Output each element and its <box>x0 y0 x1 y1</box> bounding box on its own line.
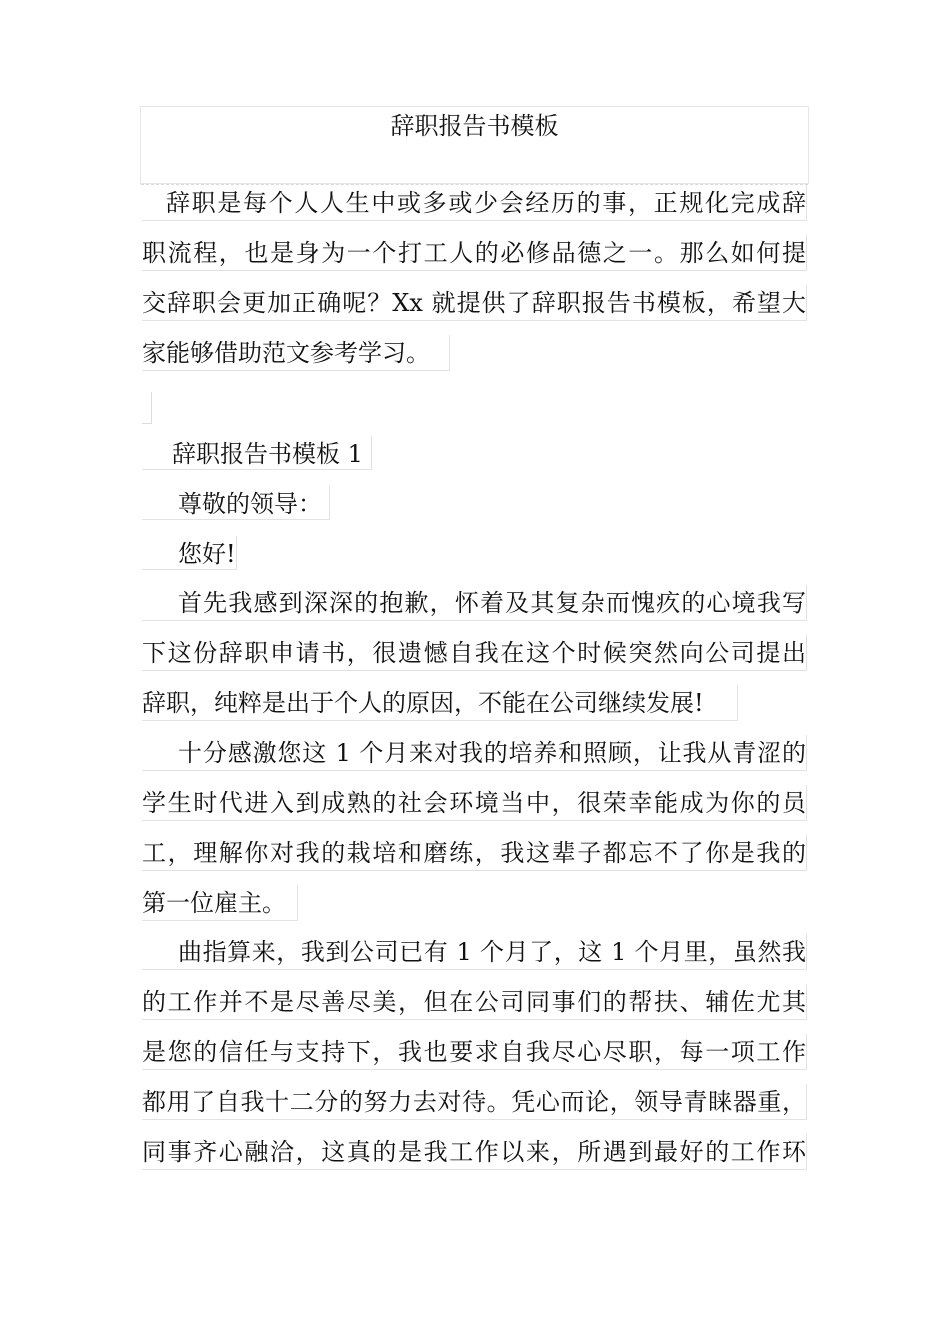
intro-line-3: 交辞职会更加正确呢？Xx 就提供了辞职报告书模板，希望大 <box>142 285 807 321</box>
salutation: 尊敬的领导： <box>142 486 330 520</box>
paragraph2-line-4: 第一位雇主。 <box>142 885 298 921</box>
intro-line-4: 家能够借助范文参考学习。 <box>142 335 450 371</box>
paragraph1-line-2: 下这份辞职申请书，很遗憾自我在这个时候突然向公司提出 <box>142 635 807 671</box>
paragraph3-line-5: 同事齐心融洽，这真的是我工作以来，所遇到最好的工作环 <box>142 1134 807 1170</box>
empty-paragraph-marker <box>142 392 152 424</box>
title-box <box>140 106 809 184</box>
document-title: 辞职报告书模板 <box>390 112 559 140</box>
paragraph1-line-3: 辞职，纯粹是出于个人的原因，不能在公司继续发展! <box>142 685 738 721</box>
section-heading: 辞职报告书模板 1 <box>142 436 372 470</box>
intro-line-1: 辞职是每个人人生中或多或少会经历的事，正规化完成辞 <box>142 185 807 221</box>
greeting: 您好! <box>142 536 237 570</box>
paragraph3-line-3: 是您的信任与支持下，我也要求自我尽心尽职，每一项工作 <box>142 1034 807 1070</box>
paragraph3-line-2: 的工作并不是尽善尽美，但在公司同事们的帮扶、辅佐尤其 <box>142 984 807 1020</box>
paragraph1-line-1: 首先我感到深深的抱歉，怀着及其复杂而愧疚的心境我写 <box>142 585 807 621</box>
paragraph2-line-1: 十分感激您这 1 个月来对我的培养和照顾，让我从青涩的 <box>142 735 807 771</box>
intro-line-2: 职流程，也是身为一个打工人的必修品德之一。那么如何提 <box>142 235 807 271</box>
paragraph2-line-2: 学生时代进入到成熟的社会环境当中，很荣幸能成为你的员 <box>142 785 807 821</box>
paragraph2-line-3: 工，理解你对我的栽培和磨练，我这辈子都忘不了你是我的 <box>142 835 807 871</box>
paragraph3-line-1: 曲指算来，我到公司已有 1 个月了，这 1 个月里，虽然我 <box>142 934 807 970</box>
paragraph3-line-4: 都用了自我十二分的努力去对待。凭心而论，领导青睐器重， <box>142 1084 807 1120</box>
